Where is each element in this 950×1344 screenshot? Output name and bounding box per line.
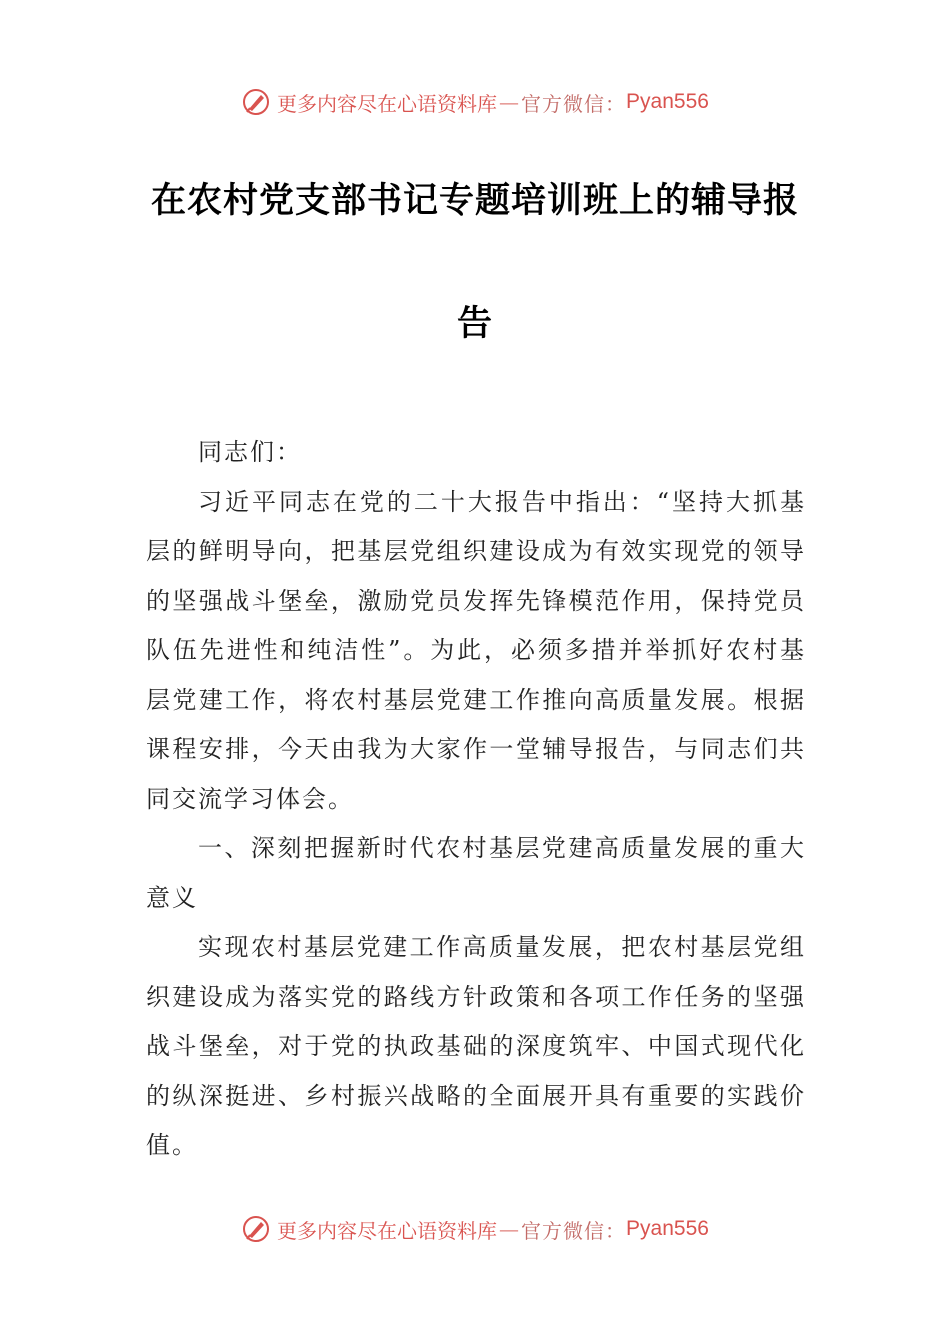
quill-pen-icon	[241, 1214, 271, 1244]
document-title-line-1: 在农村党支部书记专题培训班上的辅导报	[150, 181, 799, 221]
paragraph-intro: 习近平同志在党的二十大报告中指出：“坚持大抓基层的鲜明导向，把基层党组织建设成为有效实现党的领导的坚强战斗堡垒，激励党员发挥先锋模范作用，保持党员队伍先进性和纯洁性”。为此，必须多措并举抓好农村基层党建工作，将农村基层党建工作推向高质量发展。根据课程安排，今天由我为大家作一堂辅导报告，与同志们共同交流学习体会。	[146, 487, 806, 813]
banner-wechat-id: Pyan556	[626, 90, 709, 113]
banner-wechat-id: Pyan556	[626, 1217, 709, 1240]
banner-text: 更多内容尽在心语资料库	[277, 91, 498, 116]
document-title-line-2: 告	[456, 304, 493, 344]
document-body	[146, 428, 806, 1171]
banner-separator: —	[499, 90, 520, 114]
banner-wechat-label: 官方微信：	[521, 91, 627, 116]
salutation: 同志们：	[198, 438, 302, 466]
section-heading-1: 一、深刻把握新时代农村基层党建高质量发展的重大意义	[146, 834, 806, 912]
paragraph-section-1: 实现农村基层党建工作高质量发展，把农村基层党组织建设成为落实党的路线方针政策和各项工作任务的坚强战斗堡垒，对于党的执政基础的深度筑牢、中国式现代化的纵深挺进、乡村振兴战略的全面展开具有重要的实践价值。	[146, 933, 806, 1159]
header-watermark-banner	[0, 82, 950, 122]
banner-text: 更多内容尽在心语资料库	[277, 1218, 498, 1243]
quill-pen-icon	[241, 87, 271, 117]
banner-separator: —	[499, 1217, 520, 1241]
footer-watermark-banner	[0, 1209, 950, 1249]
banner-wechat-label: 官方微信：	[521, 1218, 627, 1243]
